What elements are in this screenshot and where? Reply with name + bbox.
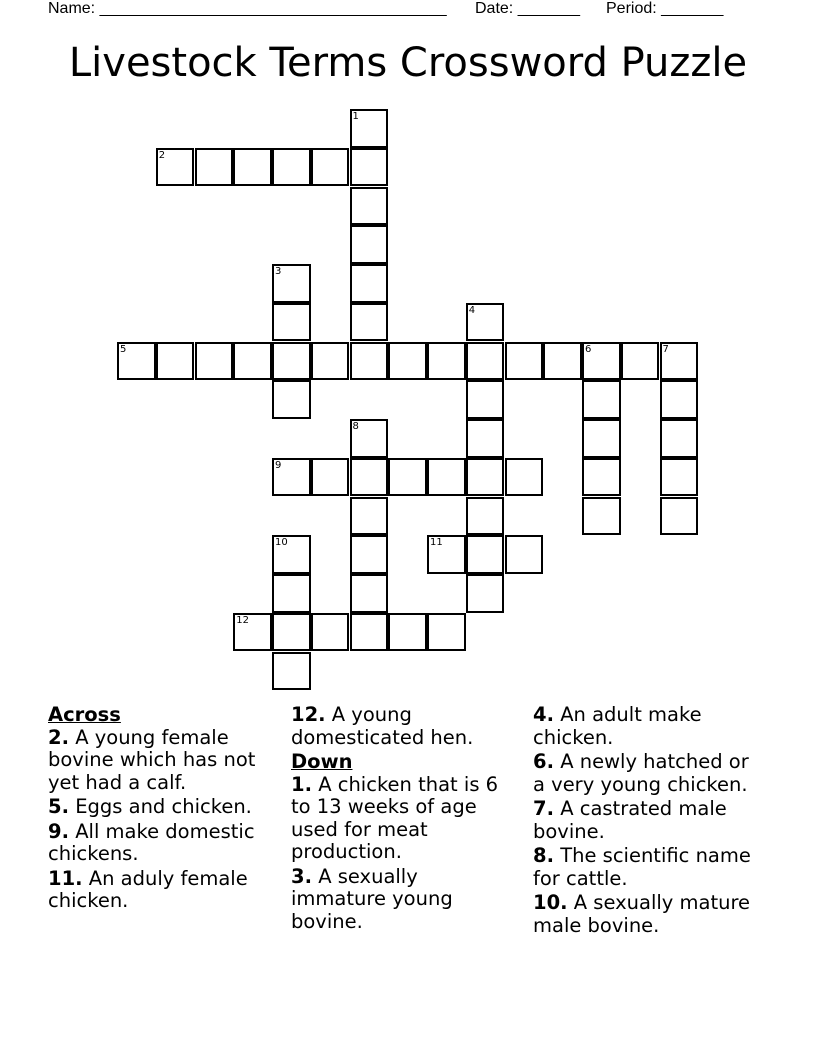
grid-cell[interactable] bbox=[466, 574, 505, 613]
grid-cell[interactable] bbox=[350, 497, 389, 536]
grid-cell[interactable] bbox=[505, 535, 544, 574]
grid-cell[interactable] bbox=[582, 380, 621, 419]
clue-number: 11 bbox=[430, 537, 443, 549]
grid-cell[interactable] bbox=[350, 574, 389, 613]
page-title: Livestock Terms Crossword Puzzle bbox=[68, 40, 748, 86]
grid-cell[interactable] bbox=[388, 613, 427, 652]
grid-cell[interactable] bbox=[466, 380, 505, 419]
clue-number: 6 bbox=[585, 343, 592, 355]
grid-cell[interactable] bbox=[350, 613, 389, 652]
clue-down-7: 7. A castrated male bovine. bbox=[533, 797, 727, 843]
grid-cell[interactable] bbox=[582, 342, 621, 381]
grid-cell[interactable] bbox=[350, 225, 389, 264]
grid-cell[interactable] bbox=[350, 264, 389, 303]
clue-number: 2 bbox=[158, 149, 166, 161]
grid-cell[interactable] bbox=[272, 535, 311, 574]
grid-cell[interactable] bbox=[660, 458, 699, 497]
grid-cell[interactable] bbox=[350, 419, 389, 458]
grid-cell[interactable] bbox=[195, 148, 234, 187]
clue-across-12: 12. A young domesticated hen. bbox=[291, 703, 474, 749]
grid-cell[interactable] bbox=[272, 458, 311, 497]
grid-cell[interactable] bbox=[543, 342, 582, 381]
grid-cell[interactable] bbox=[233, 342, 272, 381]
grid-cell[interactable] bbox=[350, 109, 389, 148]
grid-cell[interactable] bbox=[272, 652, 311, 691]
clue-number: 7 bbox=[662, 343, 669, 355]
clue-number: 8 bbox=[352, 421, 359, 432]
grid-cell[interactable] bbox=[311, 342, 350, 381]
grid-cell[interactable] bbox=[272, 342, 311, 381]
grid-cell[interactable] bbox=[660, 497, 699, 536]
grid-cell[interactable] bbox=[350, 458, 389, 497]
grid-cell[interactable] bbox=[272, 574, 311, 613]
clue-number: 1 bbox=[352, 111, 359, 122]
clue-across-9: 9. All make domestic chickens. bbox=[48, 819, 255, 865]
grid-cell[interactable] bbox=[466, 342, 505, 381]
clue-number: 5 bbox=[120, 343, 127, 355]
grid-cell[interactable] bbox=[350, 148, 389, 187]
period-field-label: Period: _______ bbox=[606, 0, 724, 17]
clue-across-2: 2. A young female bovine which has not yet had a calf. bbox=[48, 725, 256, 794]
clue-across-5: 5. Eggs and chicken. bbox=[48, 795, 252, 818]
grid-cell[interactable] bbox=[233, 148, 272, 187]
clue-down-6: 6. A newly hatched or a very young chicken. bbox=[533, 750, 749, 796]
grid-cell[interactable] bbox=[505, 342, 544, 381]
grid-cell[interactable] bbox=[233, 613, 272, 652]
grid-cell[interactable] bbox=[466, 535, 505, 574]
grid-cell[interactable] bbox=[311, 613, 350, 652]
grid-cell[interactable] bbox=[427, 458, 466, 497]
grid-cell[interactable] bbox=[311, 148, 350, 187]
grid-cell[interactable] bbox=[350, 303, 389, 342]
grid-cell[interactable] bbox=[388, 458, 427, 497]
clues-column-2 bbox=[291, 704, 516, 935]
grid-cell[interactable] bbox=[350, 535, 389, 574]
clues-column-1 bbox=[48, 704, 278, 915]
clue-across-11: 11. An aduly female chicken. bbox=[48, 866, 248, 912]
across-heading: Across bbox=[48, 703, 121, 726]
grid-cell[interactable] bbox=[272, 303, 311, 342]
grid-cell[interactable] bbox=[427, 613, 466, 652]
clue-number: 12 bbox=[236, 614, 249, 626]
grid-cell[interactable] bbox=[427, 342, 466, 381]
grid-cell[interactable] bbox=[466, 419, 505, 458]
clue-down-1: 1. A chicken that is 6 to 13 weeks of age used for meat production. bbox=[291, 772, 499, 863]
grid-cell[interactable] bbox=[350, 342, 389, 381]
grid-cell[interactable] bbox=[582, 458, 621, 497]
grid-cell[interactable] bbox=[350, 187, 389, 226]
grid-cell[interactable] bbox=[505, 458, 544, 497]
grid-cell[interactable] bbox=[311, 458, 350, 497]
grid-cell[interactable] bbox=[466, 458, 505, 497]
grid-cell[interactable] bbox=[272, 613, 311, 652]
clues-column-3 bbox=[533, 704, 758, 939]
grid-cell[interactable] bbox=[272, 264, 311, 303]
down-heading: Down bbox=[291, 750, 353, 773]
grid-cell[interactable] bbox=[660, 342, 699, 381]
clue-number: 9 bbox=[275, 459, 282, 471]
clue-down-10: 10. A sexually mature male bovine. bbox=[533, 891, 751, 937]
grid-cell[interactable] bbox=[156, 342, 195, 381]
grid-cell[interactable] bbox=[466, 303, 505, 342]
grid-cell[interactable] bbox=[272, 380, 311, 419]
grid-cell[interactable] bbox=[582, 497, 621, 536]
clue-number: 3 bbox=[275, 266, 282, 277]
clue-down-4: 4. An adult make chicken. bbox=[533, 703, 702, 749]
grid-cell[interactable] bbox=[272, 148, 311, 187]
name-field-label: Name: _______________________________________ bbox=[48, 0, 447, 17]
clue-down-8: 8. The scientific name for cattle. bbox=[533, 844, 751, 890]
grid-cell[interactable] bbox=[195, 342, 234, 381]
clue-number: 10 bbox=[275, 537, 288, 549]
grid-cell[interactable] bbox=[660, 380, 699, 419]
grid-cell[interactable] bbox=[117, 342, 156, 381]
date-field-label: Date: _______ bbox=[475, 0, 580, 17]
grid-cell[interactable] bbox=[427, 535, 466, 574]
grid-cell[interactable] bbox=[660, 419, 699, 458]
grid-cell[interactable] bbox=[156, 148, 195, 187]
grid-cell[interactable] bbox=[466, 497, 505, 536]
clue-down-3: 3. A sexually immature young bovine. bbox=[291, 864, 453, 933]
grid-cell[interactable] bbox=[388, 342, 427, 381]
clue-number: 4 bbox=[468, 304, 476, 316]
grid-cell[interactable] bbox=[621, 342, 660, 381]
grid-cell[interactable] bbox=[582, 419, 621, 458]
